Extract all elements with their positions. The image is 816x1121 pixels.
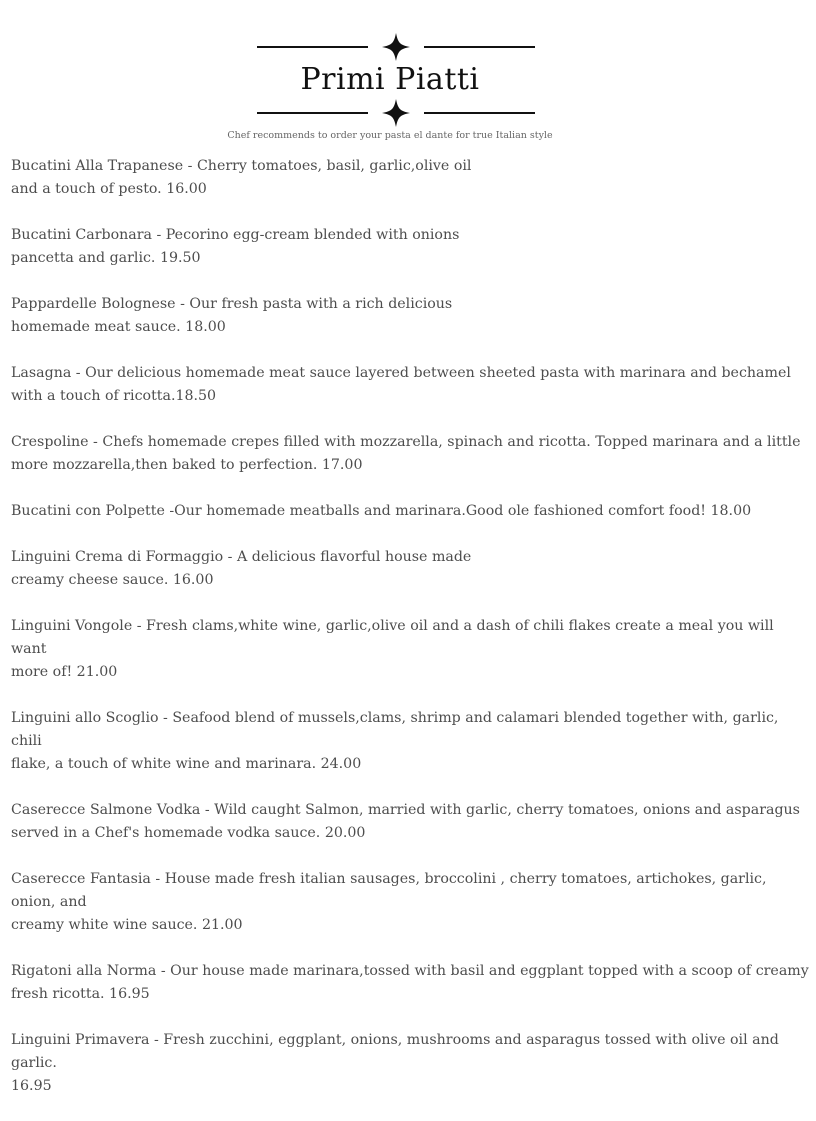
menu-item: Bucatini Alla Trapanese - Cherry tomatoes, basil, garlic,olive oil and a touch of pesto. 16.00	[11, 158, 472, 197]
menu-item: Bucatini Carbonara - Pecorino egg-cream blended with onions pancetta and garlic. 19.50	[11, 227, 460, 266]
star-icon	[382, 99, 410, 127]
page-title: Primi Piatti	[300, 62, 480, 97]
chef-note: Chef recommends to order your pasta el dante for true Italian style	[227, 130, 553, 141]
menu-item: Crespoline - Chefs homemade crepes filled with mozzarella, spinach and ricotta. Topped marinara and a little more mozzarella,then baked to perfection. 17.00	[11, 434, 801, 473]
menu-item: Linguini Vongole - Fresh clams,white wine, garlic,olive oil and a dash of chili flakes create a meal you will want more of! 21.00	[11, 618, 774, 680]
top-star-divider	[0, 30, 816, 64]
star-icon	[382, 33, 410, 61]
menu-item: Caserecce Salmone Vodka - Wild caught Salmon, married with garlic, cherry tomatoes, onions and asparagus served in a Chef's homemade vodka sauce. 20.00	[11, 802, 800, 841]
menu-item: Lasagna - Our delicious homemade meat sauce layered between sheeted pasta with marinara and bechamel with a touch of ricotta.18.50	[11, 365, 791, 404]
menu-list	[11, 155, 811, 1121]
menu-item: Bucatini con Polpette -Our homemade meatballs and marinara.Good ole fashioned comfort food! 18.00	[11, 503, 752, 519]
menu-item: Linguini Primavera - Fresh zucchini, eggplant, onions, mushrooms and asparagus tossed with olive oil and garlic. 16.95	[11, 1032, 779, 1094]
menu-item: Rigatoni alla Norma - Our house made marinara,tossed with basil and eggplant topped with a scoop of creamy fresh ricotta. 16.95	[11, 963, 809, 1002]
menu-header	[0, 28, 816, 148]
bottom-star-divider	[0, 96, 816, 130]
menu-item: Caserecce Fantasia - House made fresh italian sausages, broccolini , cherry tomatoes, artichokes, garlic, onion, and creamy white wine sauce. 21.00	[11, 871, 767, 933]
menu-item: Pappardelle Bolognese - Our fresh pasta with a rich delicious homemade meat sauce. 18.00	[11, 296, 453, 335]
menu-item: Linguini Crema di Formaggio - A delicious flavorful house made creamy cheese sauce. 16.00	[11, 549, 472, 588]
menu-item: Linguini allo Scoglio - Seafood blend of mussels,clams, shrimp and calamari blended together with, garlic, chili flake, a touch of white wine and marinara. 24.00	[11, 710, 779, 772]
